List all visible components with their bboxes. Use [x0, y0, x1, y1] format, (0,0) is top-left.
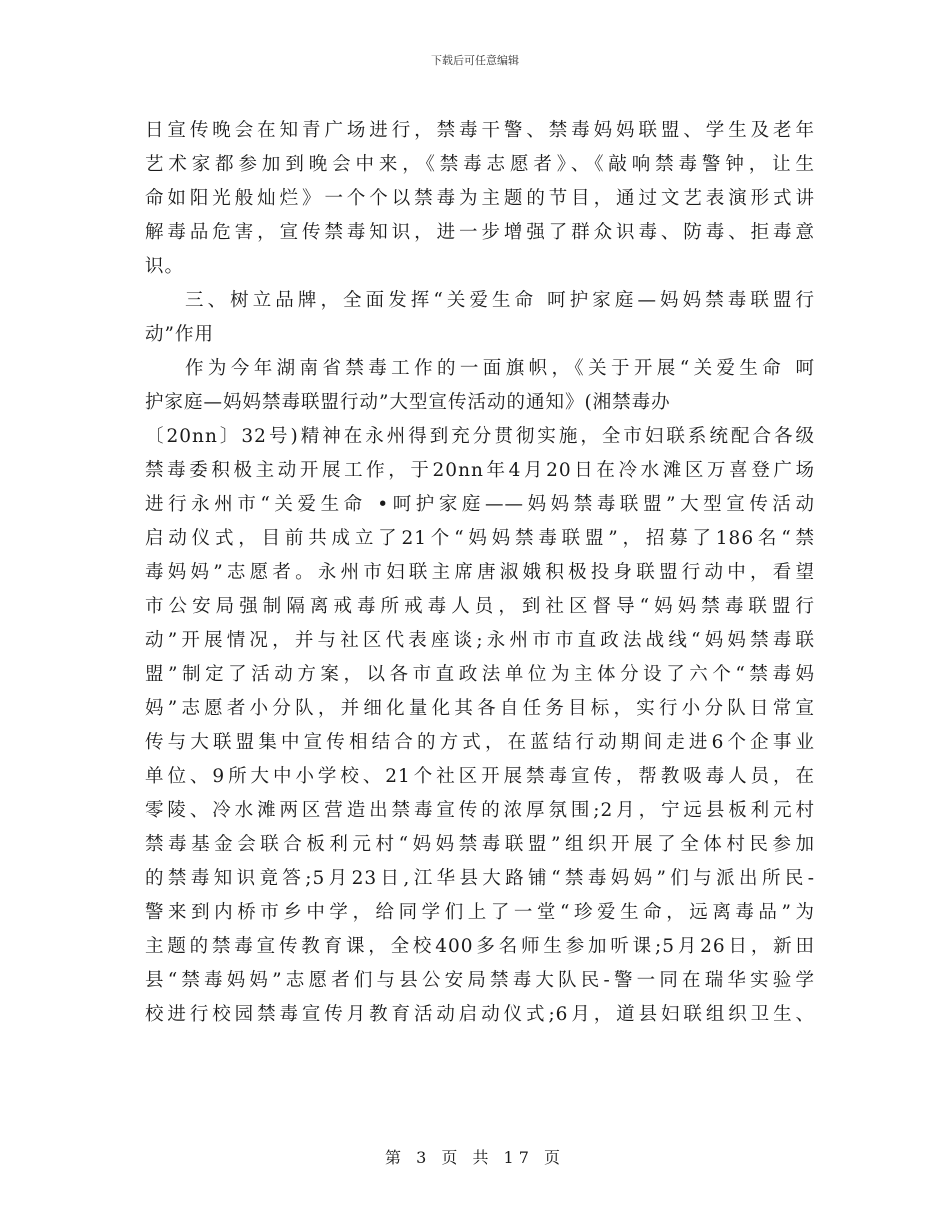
body-line: 单位、9所大中小学校、21个社区开展禁毒宣传，帮教吸毒人员，在 [145, 766, 815, 787]
section-heading-line: 三、树立品牌，全面发挥“关爱生命 呵护家庭—妈妈禁毒联盟行 [185, 290, 815, 311]
body-line: 护家庭—妈妈禁毒联盟行动”大型宣传活动的通知》(湘禁毒办 [145, 392, 671, 413]
body-line: 禁毒基金会联合板利元村“妈妈禁毒联盟”组织开展了全体村民参加 [145, 834, 815, 855]
body-line: 校进行校园禁毒宣传月教育活动启动仪式;6月，道县妇联组织卫生、 [145, 1004, 815, 1025]
document-body [145, 114, 815, 1032]
body-line: 零陵、冷水滩两区营造出禁毒宣传的浓厚氛围;2月，宁远县板利元村 [145, 800, 815, 821]
body-line: 命如阳光般灿烂》一个个以禁毒为主题的节目，通过文艺表演形式讲 [145, 188, 815, 209]
body-line: 进行永州市“关爱生命 •呵护家庭——妈妈禁毒联盟”大型宣传活动 [145, 494, 815, 515]
page-header: 下载后可任意编辑 [431, 54, 519, 67]
body-line: 日宣传晚会在知青广场进行，禁毒干警、禁毒妈妈联盟、学生及老年 [145, 120, 815, 141]
page-number-footer: 第 3 页 共 17 页 [385, 1148, 565, 1167]
body-line: 警来到内桥市乡中学，给同学们上了一堂“珍爱生命，远离毒品”为 [145, 902, 815, 923]
body-line: 毒妈妈”志愿者。永州市妇联主席唐淑娥积极投身联盟行动中，看望 [145, 562, 815, 583]
body-line: 启动仪式，目前共成立了21个“妈妈禁毒联盟”，招募了186名“禁 [145, 528, 815, 549]
body-line: 〔20nn〕32号)精神在永州得到充分贯彻实施，全市妇联系统配合各级 [145, 426, 815, 447]
body-line: 主题的禁毒宣传教育课，全校400多名师生参加听课;5月26日，新田 [145, 936, 815, 957]
body-line: 妈”志愿者小分队，并细化量化其各自任务目标，实行小分队日常宣 [145, 698, 815, 719]
body-line: 动”开展情况，并与社区代表座谈;永州市市直政法战线“妈妈禁毒联 [145, 630, 815, 651]
body-line: 盟”制定了活动方案，以各市直政法单位为主体分设了六个“禁毒妈 [145, 664, 815, 685]
body-line: 市公安局强制隔离戒毒所戒毒人员，到社区督导“妈妈禁毒联盟行 [145, 596, 815, 617]
body-line: 艺术家都参加到晚会中来，《禁毒志愿者》、《敲响禁毒警钟，让生 [145, 154, 815, 175]
body-line: 禁毒委积极主动开展工作，于20nn年4月20日在冷水滩区万喜登广场 [145, 460, 815, 481]
body-line: 县“禁毒妈妈”志愿者们与县公安局禁毒大队民-警一同在瑞华实验学 [145, 970, 815, 991]
body-line: 传与大联盟集中宣传相结合的方式，在蓝结行动期间走进6个企事业 [145, 732, 815, 753]
body-line: 的禁毒知识竟答;5月23日,江华县大路铺“禁毒妈妈”们与派出所民- [145, 868, 815, 889]
body-line: 作为今年湖南省禁毒工作的一面旗帜，《关于开展“关爱生命 呵 [185, 358, 815, 379]
body-line: 识。 [145, 256, 185, 277]
body-line: 解毒品危害，宣传禁毒知识，进一步增强了群众识毒、防毒、拒毒意 [145, 222, 815, 243]
section-heading-line: 动”作用 [145, 324, 214, 345]
